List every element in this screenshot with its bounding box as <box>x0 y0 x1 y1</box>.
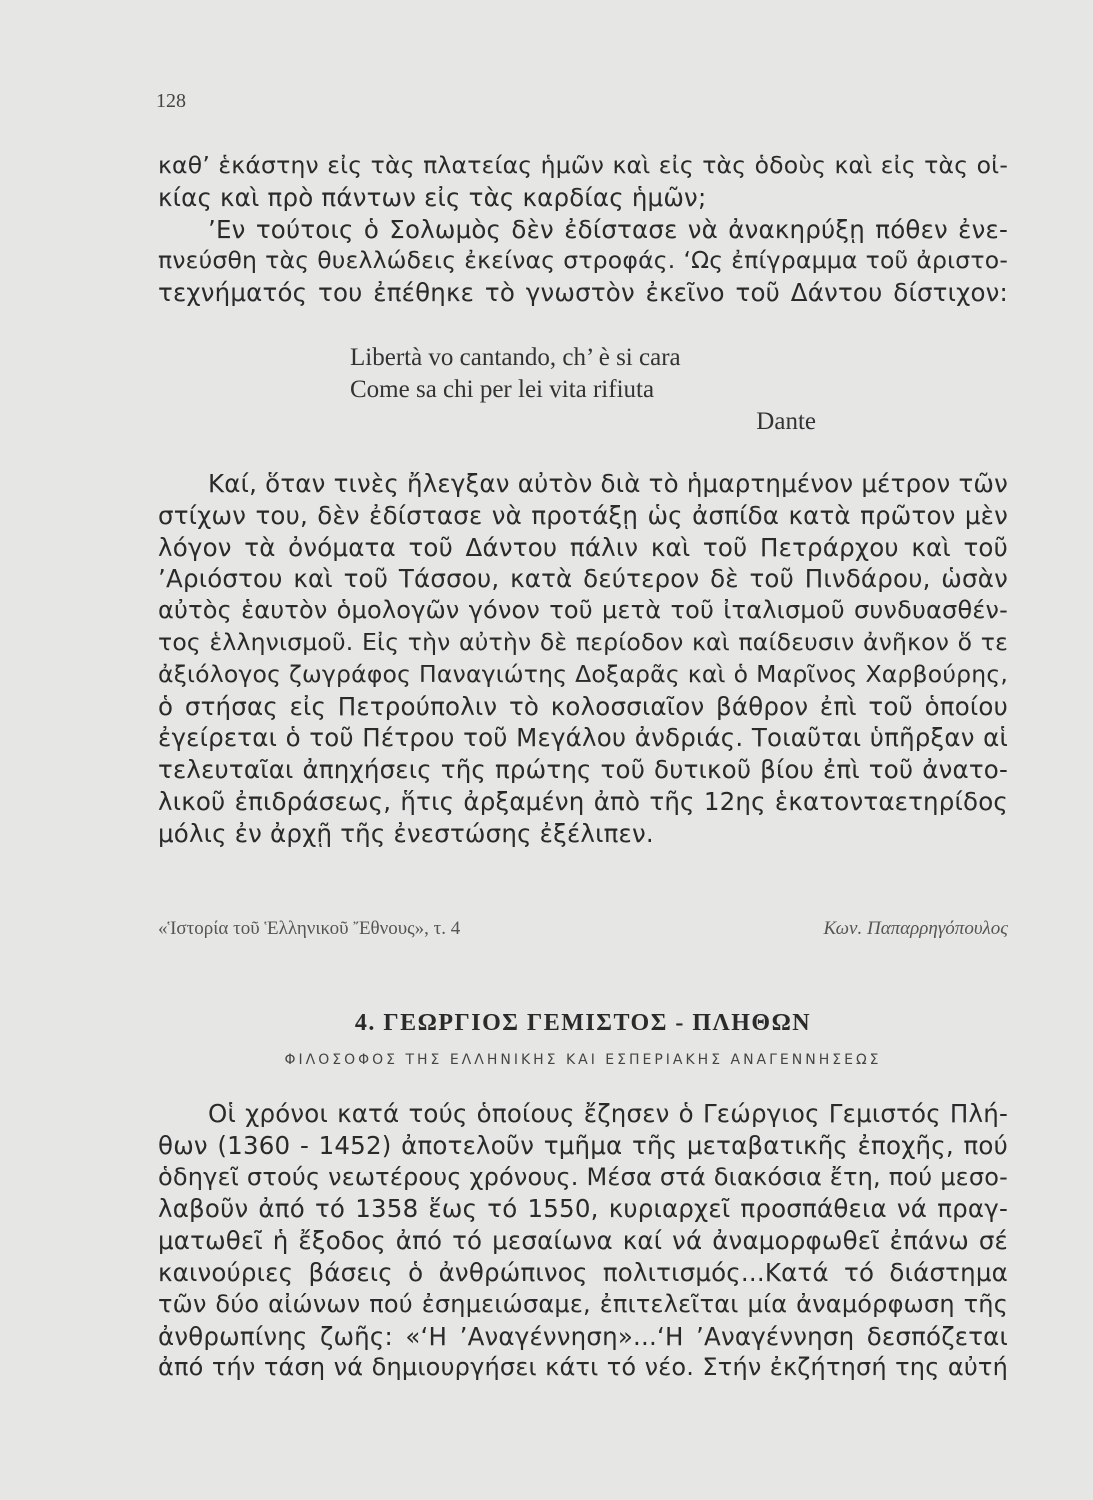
text-line: θων (1360 - 1452) ἀποτελοῦν τμῆμα τῆς μεταβατικῆς ἐποχῆς, πού <box>158 1130 1008 1160</box>
poem-quote <box>350 342 820 438</box>
text-line: ἀπό τήν τάση νά δημιουργήσει κάτι τό νέο. Στήν ἐκζήτησή της αὐτή <box>158 1353 1008 1382</box>
text-line: τῶν δύο αἰώνων πού ἐσημειώσαμε, ἐπιτελεῖται μία ἀναμόρφωση τῆς <box>158 1289 1008 1318</box>
text-line: ’Αριόστου καὶ τοῦ Τάσσου, κατὰ δεύτερον δὲ τοῦ Πινδάρου, ὡσὰν <box>158 564 1008 594</box>
text-line: τεχνήματός του ἐπέθηκε τὸ γνωστὸν ἐκεῖνο τοῦ Δάντου δίστιχον: <box>158 278 1008 308</box>
body-paragraph <box>158 1098 1008 1384</box>
text-line: τος ἑλληνισμοῦ. Εἰς τὴν αὐτὴν δὲ περίοδον καὶ παίδευσιν ἀνῆκον ὅ τε <box>158 627 1008 656</box>
text-line: λαβοῦν ἀπό τό 1358 ἕως τό 1550, κυριαρχεῖ προσπάθεια νά πραγ- <box>158 1194 1008 1224</box>
text-line: καινούριες βάσεις ὁ ἀνθρώπινος πολιτισμός...Κατά τό διάστημα <box>158 1257 1008 1287</box>
text-line: ἐγείρεται ὁ τοῦ Πέτρου τοῦ Μεγάλου ἀνδριάς. Τοιαῦται ὑπῆρξαν αἱ <box>158 723 1008 753</box>
poem-line: Come sa chi per lei vita rifiuta <box>350 376 655 403</box>
text-line: ματωθεῖ ἡ ἔξοδος ἀπό τό μεσαίωνα καί νά ἀναμορφωθεῖ ἐπάνω σέ <box>158 1226 1008 1256</box>
intro-paragraph <box>158 150 1008 309</box>
chapter-subtitle: ΦΙΛΟΣΟΦΟΣ ΤΗΣ ΕΛΛΗΝΙΚΗΣ ΚΑΙ ΕΣΠΕΡΙΑΚΗΣ ΑΝΑΓΕΝΝΗΣΕΩΣ <box>284 1052 882 1068</box>
text-line: μόλις ἐν ἀρχῇ τῆς ἐνεστώσης ἐξέλιπεν. <box>158 818 654 848</box>
text-line: τελευταῖαι ἀπηχήσεις τῆς πρώτης τοῦ δυτικοῦ βίου ἐπὶ τοῦ ἀνατο- <box>158 755 1008 785</box>
text-line: στίχων του, δὲν ἐδίστασε νὰ προτάξῃ ὡς ἀσπίδα κατὰ πρῶτον μὲν <box>158 500 1008 530</box>
text-line: ’Εν τούτοις ὁ Σολωμὸς δὲν ἐδίστασε νὰ ἀνακηρύξῃ πόθεν ἐνε- <box>208 214 1008 244</box>
citation-author: Κων. Παπαρρηγόπουλος <box>823 918 1008 939</box>
text-line: Καί, ὅταν τινὲς ἤλεγξαν αὐτὸν διὰ τὸ ἡμαρτημένον μέτρον τῶν <box>208 469 1008 498</box>
text-line: λόγον τὰ ὀνόματα τοῦ Δάντου πάλιν καὶ τοῦ Πετράρχου καὶ τοῦ <box>158 532 1008 562</box>
text-line: πνεύσθη τὰς θυελλώδεις ἐκείνας στροφάς. ‘Ως ἐπίγραμμα τοῦ ἀριστο- <box>158 246 1008 275</box>
text-line: ἀνθρωπίνης ζωῆς: «‘Η ’Αναγέννηση»...‘Η ’Αναγέννηση δεσπόζεται <box>158 1321 1008 1351</box>
text-line: κίας καὶ πρὸ πάντων εἰς τὰς καρδίας ἡμῶν; <box>158 182 707 212</box>
poem-author: Dante <box>756 408 816 435</box>
citation <box>158 918 1008 940</box>
body-paragraph <box>158 468 1008 850</box>
poem-line: Libertà vo cantando, ch’ è si cara <box>350 344 681 371</box>
text-line: λικοῦ ἐπιδράσεως, ἥτις ἀρξαμένη ἀπὸ τῆς 12ης ἑκατονταετηρίδος <box>158 786 1008 816</box>
text-line: καθ’ ἑκάστην εἰς τὰς πλατείας ἡμῶν καὶ εἰς τὰς ὁδοὺς καὶ εἰς τὰς οἰ- <box>158 151 1008 179</box>
text-line: αὐτὸς ἑαυτὸν ὁμολογῶν γόνον τοῦ μετὰ τοῦ ἰταλισμοῦ συνδυασθέν- <box>158 596 1008 625</box>
text-line: ὁδηγεῖ στούς νεωτέρους χρόνους. Μέσα στά διακόσια ἔτη, πού μεσο- <box>158 1162 1008 1191</box>
text-line: ἀξιόλογος ζωγράφος Παναγιώτης Δοξαρᾶς καὶ ὁ Μαρῖνος Χαρβούρης, <box>158 659 1008 688</box>
page-number: 128 <box>156 90 186 112</box>
citation-source: «Ἱστορία τοῦ Ἑλληνικοῦ Ἔθνους», τ. 4 <box>158 918 461 939</box>
text-line: ὁ στήσας εἰς Πετρούπολιν τὸ κολοσσιαῖον βάθρον ἐπὶ τοῦ ὁποίου <box>158 691 1008 721</box>
chapter-title: 4. ΓΕΩΡΓΙΟΣ ΓΕΜΙΣΤΟΣ - ΠΛΗΘΩΝ <box>354 1010 812 1036</box>
text-line: Οἱ χρόνοι κατά τούς ὁποίους ἔζησεν ὁ Γεώργιος Γεμιστός Πλή- <box>208 1099 1008 1128</box>
